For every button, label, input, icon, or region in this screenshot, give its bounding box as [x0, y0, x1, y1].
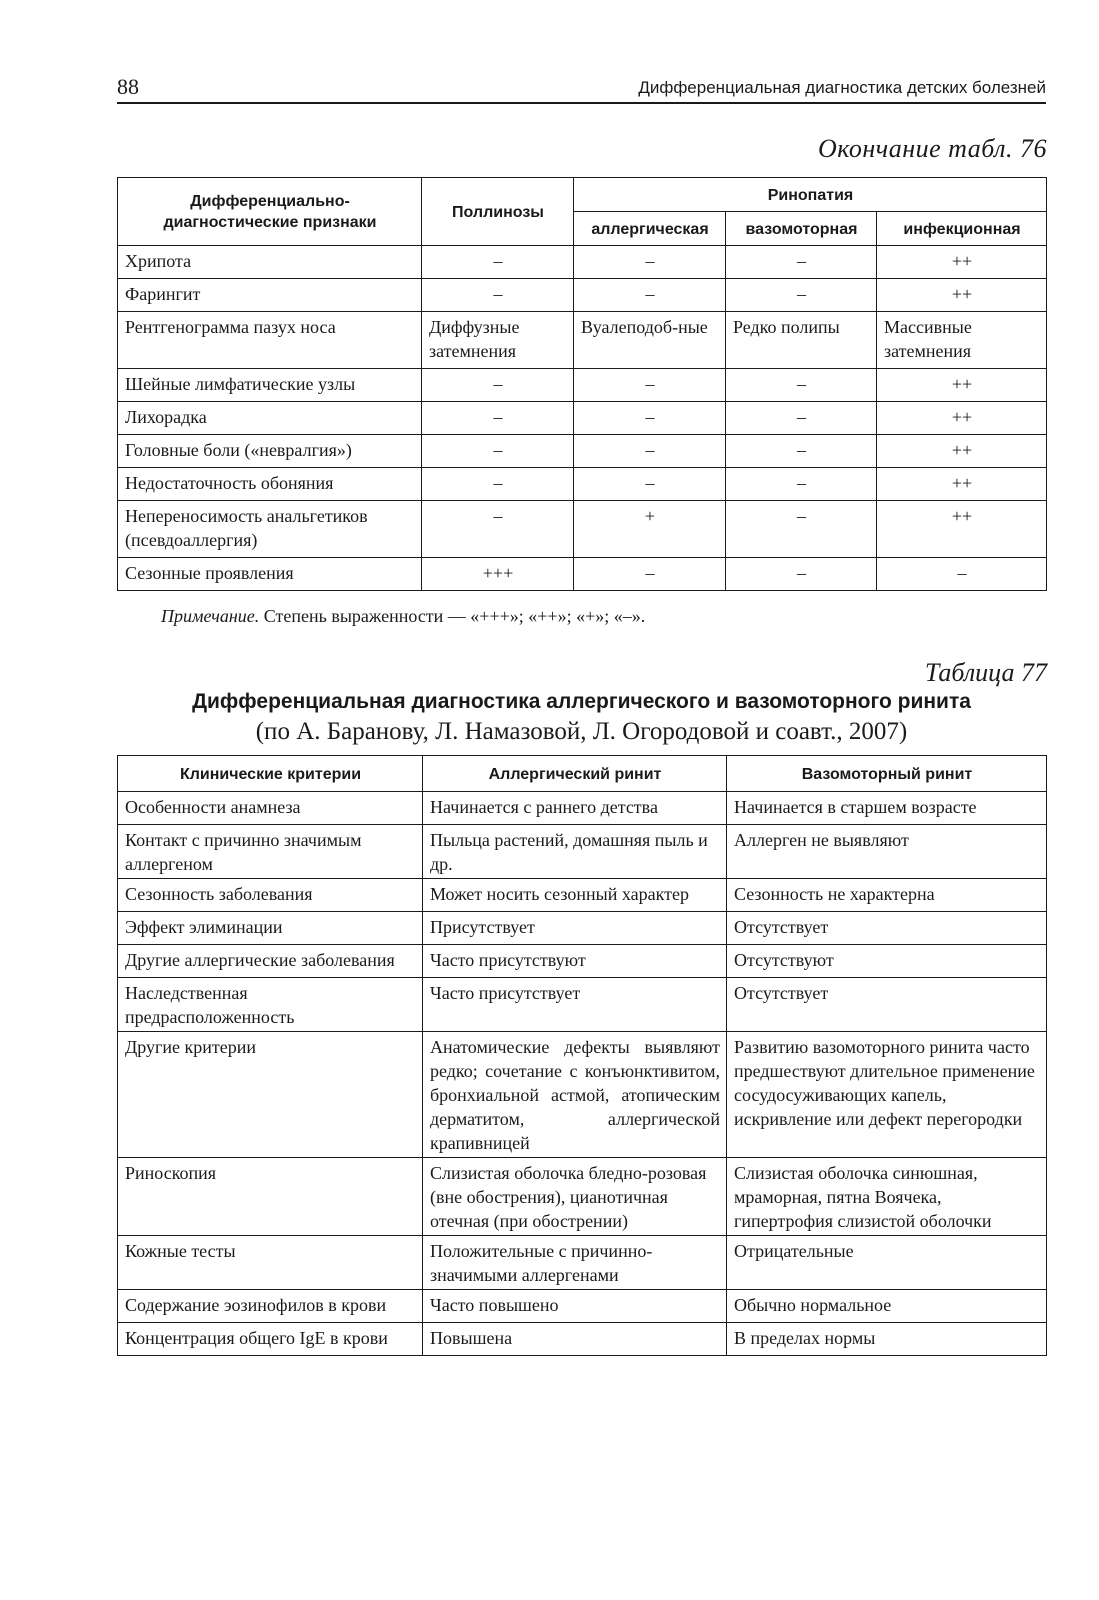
table-row — [118, 912, 1047, 945]
table-77-subtitle: (по А. Баранову, Л. Намазовой, Л. Огородовой и соавт., 2007) — [255, 718, 908, 745]
header-clinical-criteria: Клинические критерии — [118, 756, 423, 792]
table-row — [118, 246, 1047, 279]
table-row — [118, 468, 1047, 501]
table-row — [118, 1236, 1047, 1290]
table-cell: Анатомические дефекты выявляют редко; сочетание с конъюнктивитом, бронхиальной астмой, атопическим дерматитом, аллергической крапивницей — [423, 1032, 727, 1158]
header-vasomotor: вазомоторная — [726, 212, 877, 246]
row-label: Хрипота — [118, 246, 422, 279]
table-cell: – — [574, 279, 726, 312]
table-cell: В пределах нормы — [727, 1323, 1047, 1356]
table-cell: Начинается с раннего детства — [423, 792, 727, 825]
table-cell: – — [574, 468, 726, 501]
row-label: Риноскопия — [118, 1158, 423, 1236]
table-cell: Отсутствует — [727, 912, 1047, 945]
table-76-note — [161, 606, 645, 627]
row-label: Другие критерии — [118, 1032, 423, 1158]
table-row — [118, 1290, 1047, 1323]
table-cell: – — [422, 246, 574, 279]
header-infectious: инфекционная — [877, 212, 1047, 246]
table-cell: ++ — [877, 279, 1047, 312]
row-label: Непереносимость анальгетиков (псевдоаллергия) — [118, 501, 422, 558]
header-pollinoses: Поллинозы — [422, 178, 574, 246]
row-label: Шейные лимфатические узлы — [118, 369, 422, 402]
table-cell: – — [574, 246, 726, 279]
table-cell: Положительные с причинно-значимыми аллергенами — [423, 1236, 727, 1290]
table-cell: – — [422, 501, 574, 558]
table-cell: Может носить сезонный характер — [423, 879, 727, 912]
table-row — [118, 435, 1047, 468]
table-cell: + — [574, 501, 726, 558]
row-label: Контакт с причинно значимым аллергеном — [118, 825, 423, 879]
table-row — [118, 558, 1047, 591]
table-row — [118, 402, 1047, 435]
table-cell: Отсутствуют — [727, 945, 1047, 978]
table-cell: Отсутствует — [727, 978, 1047, 1032]
table-cell: Аллерген не выявляют — [727, 825, 1047, 879]
table-cell: Редко полипы — [726, 312, 877, 369]
table-cell: Повышена — [423, 1323, 727, 1356]
table-cell: – — [726, 435, 877, 468]
table-cell: – — [422, 435, 574, 468]
table-cell: ++ — [877, 435, 1047, 468]
table-cell: Отрицательные — [727, 1236, 1047, 1290]
table-row — [118, 945, 1047, 978]
table-cell: Начинается в старшем возрасте — [727, 792, 1047, 825]
row-label: Концентрация общего IgE в крови — [118, 1323, 423, 1356]
table-cell: Слизистая оболочка бледно-розовая (вне обострения), цианотичная отечная (при обострении) — [423, 1158, 727, 1236]
row-label: Фарингит — [118, 279, 422, 312]
running-title: Дифференциальная диагностика детских болезней — [638, 78, 1046, 97]
table-77-number: Таблица 77 — [924, 658, 1047, 687]
table-cell: – — [574, 402, 726, 435]
table-cell: – — [422, 279, 574, 312]
table-cell: Сезонность не характерна — [727, 879, 1047, 912]
row-label: Другие аллергические заболевания — [118, 945, 423, 978]
table-cell: – — [726, 501, 877, 558]
table-cell: – — [422, 402, 574, 435]
row-label: Сезонные проявления — [118, 558, 422, 591]
row-label: Недостаточность обоняния — [118, 468, 422, 501]
table-cell: – — [422, 468, 574, 501]
table-cell: – — [574, 369, 726, 402]
note-text: Степень выраженности — «+++»; «++»; «+»; «–». — [259, 606, 646, 626]
header-allergic-rhinitis: Аллергический ринит — [423, 756, 727, 792]
table-76 — [117, 177, 1047, 591]
header-rhinopathy: Ринопатия — [574, 178, 1047, 212]
table-cell: – — [726, 369, 877, 402]
table-cell: Диффузные затемнения — [422, 312, 574, 369]
table-cell: – — [574, 558, 726, 591]
row-label: Кожные тесты — [118, 1236, 423, 1290]
table-cell: – — [574, 435, 726, 468]
table-cell: Присутствует — [423, 912, 727, 945]
table-cell: Обычно нормальное — [727, 1290, 1047, 1323]
row-label: Особенности анамнеза — [118, 792, 423, 825]
row-label: Наследственная предрасположенность — [118, 978, 423, 1032]
table-cell: ++ — [877, 246, 1047, 279]
table-cell: Часто присутствует — [423, 978, 727, 1032]
header-allergic: аллергическая — [574, 212, 726, 246]
row-label: Головные боли («невралгия») — [118, 435, 422, 468]
table-76-continuation-label: Окончание табл. 76 — [817, 134, 1047, 163]
note-label: Примечание. — [161, 606, 260, 626]
page-number: 88 — [117, 74, 139, 99]
table-cell: – — [726, 279, 877, 312]
row-label: Содержание эозинофилов в крови — [118, 1290, 423, 1323]
row-label: Сезонность заболевания — [118, 879, 423, 912]
table-77-title: Дифференциальная диагностика аллергического и вазомоторного ринита — [192, 690, 971, 713]
table-cell: Пыльца растений, домашняя пыль и др. — [423, 825, 727, 879]
table-row — [118, 792, 1047, 825]
table-cell: ++ — [877, 402, 1047, 435]
table-cell: – — [726, 246, 877, 279]
header-vasomotor-rhinitis: Вазомоторный ринит — [727, 756, 1047, 792]
table-row — [118, 501, 1047, 558]
row-label: Эффект элиминации — [118, 912, 423, 945]
table-cell: Вуалеподоб-ные — [574, 312, 726, 369]
table-cell: Часто присутствуют — [423, 945, 727, 978]
row-label: Рентгенограмма пазух носа — [118, 312, 422, 369]
table-row — [118, 1323, 1047, 1356]
table-cell: – — [726, 558, 877, 591]
table-row — [118, 879, 1047, 912]
table-row — [118, 1158, 1047, 1236]
table-cell: – — [877, 558, 1047, 591]
table-row — [118, 1032, 1047, 1158]
table-row — [118, 369, 1047, 402]
table-cell: – — [726, 402, 877, 435]
table-cell: Часто повышено — [423, 1290, 727, 1323]
table-row — [118, 312, 1047, 369]
table-cell: – — [726, 468, 877, 501]
table-row — [118, 279, 1047, 312]
table-cell: ++ — [877, 468, 1047, 501]
table-cell: ++ — [877, 369, 1047, 402]
table-cell: Слизистая оболочка синюшная, мраморная, пятна Воячека, гипертрофия слизистой оболочки — [727, 1158, 1047, 1236]
header-criteria: Дифференциально-диагностические признаки — [118, 178, 422, 246]
table-77 — [117, 755, 1047, 1356]
table-cell: ++ — [877, 501, 1047, 558]
row-label: Лихорадка — [118, 402, 422, 435]
table-cell: – — [422, 369, 574, 402]
table-row — [118, 825, 1047, 879]
table-cell: Массивные затемнения — [877, 312, 1047, 369]
table-cell: +++ — [422, 558, 574, 591]
table-cell: Развитию вазомоторного ринита часто предшествуют длительное применение сосудосуживающих капель, искривление или дефект перегородки — [727, 1032, 1047, 1158]
page-header — [117, 74, 1046, 104]
table-row — [118, 978, 1047, 1032]
